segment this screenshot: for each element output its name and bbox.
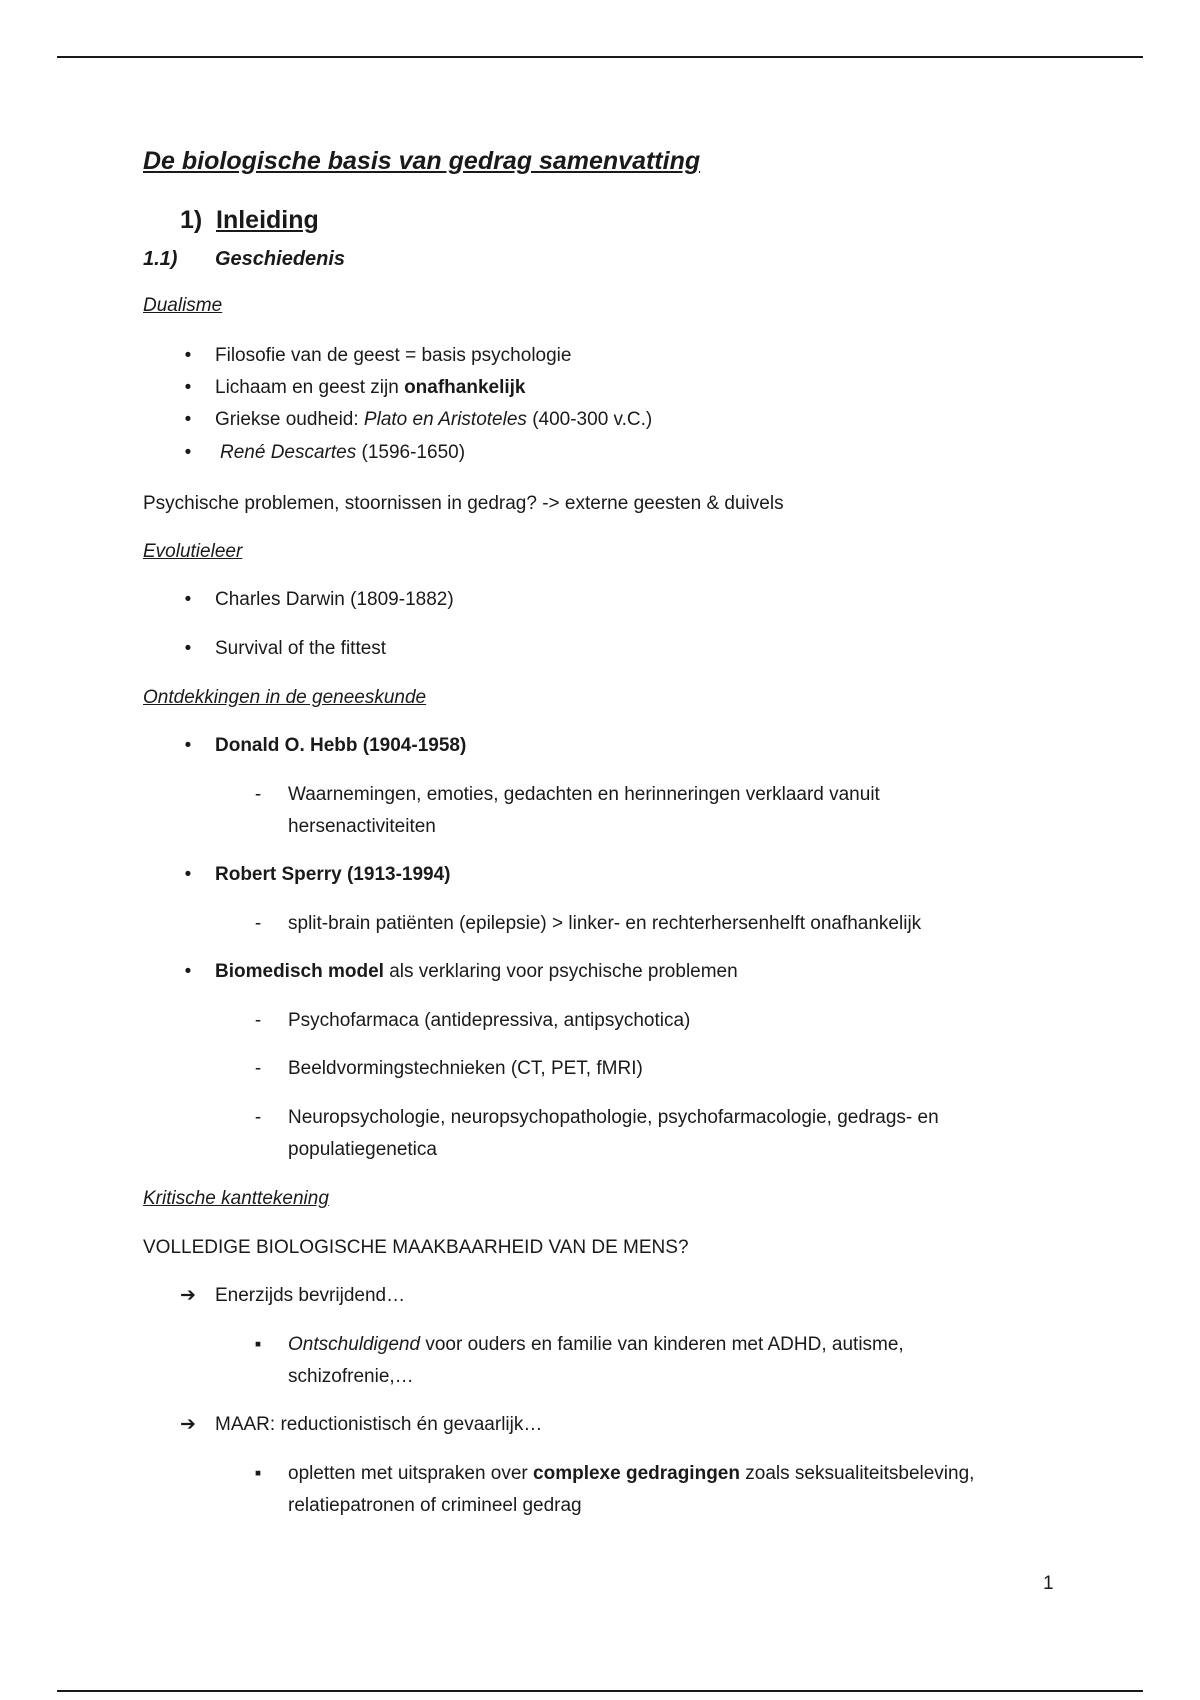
footer-rule — [57, 1690, 1143, 1692]
square-marker: ▪ — [254, 1463, 262, 1484]
paragraph-text: Psychische problemen, stoornissen in gedrag? -> externe geesten & duivels — [143, 493, 784, 514]
dash-marker: - — [254, 1107, 262, 1128]
dash-marker: - — [254, 1010, 262, 1031]
dash-marker: - — [254, 784, 262, 805]
bullet-marker: • — [184, 961, 192, 982]
arrow-marker: ➔ — [180, 1285, 196, 1306]
section-label-dualisme: Dualisme — [143, 295, 223, 316]
sub-bullet-text: schizofrenie,… — [288, 1366, 414, 1387]
arrow-text: MAAR: reductionistisch én gevaarlijk… — [215, 1414, 543, 1435]
bullet-text: Survival of the fittest — [215, 638, 387, 659]
section-label-ontdekkingen: Ontdekkingen in de geneeskunde — [143, 687, 427, 708]
bullet-text: René Descartes (1596-1650) — [220, 442, 466, 463]
bullet-text: Donald O. Hebb (1904-1958) — [215, 735, 467, 756]
dash-marker: - — [254, 913, 262, 934]
arrow-marker: ➔ — [180, 1414, 196, 1435]
sub-bullet-text: hersenactiviteiten — [288, 816, 436, 837]
sub-bullet-text: split-brain patiënten (epilepsie) > linker- en rechterhersenhelft onafhankelijk — [288, 913, 922, 934]
heading1-text: Inleiding — [216, 206, 319, 234]
sub-bullet-text: Ontschuldigend voor ouders en familie van kinderen met ADHD, autisme, — [288, 1334, 904, 1355]
sub-bullet-text: populatiegenetica — [288, 1139, 437, 1160]
bullet-marker: • — [184, 409, 192, 430]
bullet-marker: • — [184, 864, 192, 885]
bullet-text: Filosofie van de geest = basis psychologie — [215, 345, 572, 366]
dash-marker: - — [254, 1058, 262, 1079]
heading1-number: 1) — [180, 206, 203, 234]
heading2-number: 1.1) — [143, 248, 178, 270]
bullet-marker: • — [184, 638, 192, 659]
header-rule — [57, 56, 1143, 58]
bullet-marker: • — [184, 589, 192, 610]
sub-bullet-text: Waarnemingen, emoties, gedachten en herinneringen verklaard vanuit — [288, 784, 880, 805]
sub-bullet-text: Psychofarmaca (antidepressiva, antipsychotica) — [288, 1010, 691, 1031]
bullet-marker: • — [184, 345, 192, 366]
sub-bullet-text: Beeldvormingstechnieken (CT, PET, fMRI) — [288, 1058, 643, 1079]
sub-bullet-text: relatiepatronen of crimineel gedrag — [288, 1495, 582, 1516]
paragraph-text: VOLLEDIGE BIOLOGISCHE MAAKBAARHEID VAN DE MENS? — [143, 1237, 689, 1258]
square-marker: ▪ — [254, 1334, 262, 1355]
bullet-text: Biomedisch model als verklaring voor psychische problemen — [215, 961, 738, 982]
bullet-text: Robert Sperry (1913-1994) — [215, 864, 451, 885]
sub-bullet-text: Neuropsychologie, neuropsychopathologie, psychofarmacologie, gedrags- en — [288, 1107, 939, 1128]
bullet-text: Griekse oudheid: Plato en Aristoteles (400-300 v.C.) — [215, 409, 653, 430]
bullet-marker: • — [184, 442, 192, 463]
bullet-marker: • — [184, 377, 192, 398]
page-number: 1 — [1043, 1573, 1054, 1594]
bullet-text: Lichaam en geest zijn onafhankelijk — [215, 377, 526, 398]
bullet-text: Charles Darwin (1809-1882) — [215, 589, 454, 610]
section-label-evolutieleer: Evolutieleer — [143, 541, 243, 562]
document-title: De biologische basis van gedrag samenvatting — [143, 147, 701, 175]
heading2-text: Geschiedenis — [215, 248, 346, 270]
bullet-marker: • — [184, 735, 192, 756]
arrow-text: Enerzijds bevrijdend… — [215, 1285, 406, 1306]
sub-bullet-text: opletten met uitspraken over complexe gedragingen zoals seksualiteitsbeleving, — [288, 1463, 975, 1484]
section-label-kritisch: Kritische kanttekening — [143, 1188, 329, 1209]
